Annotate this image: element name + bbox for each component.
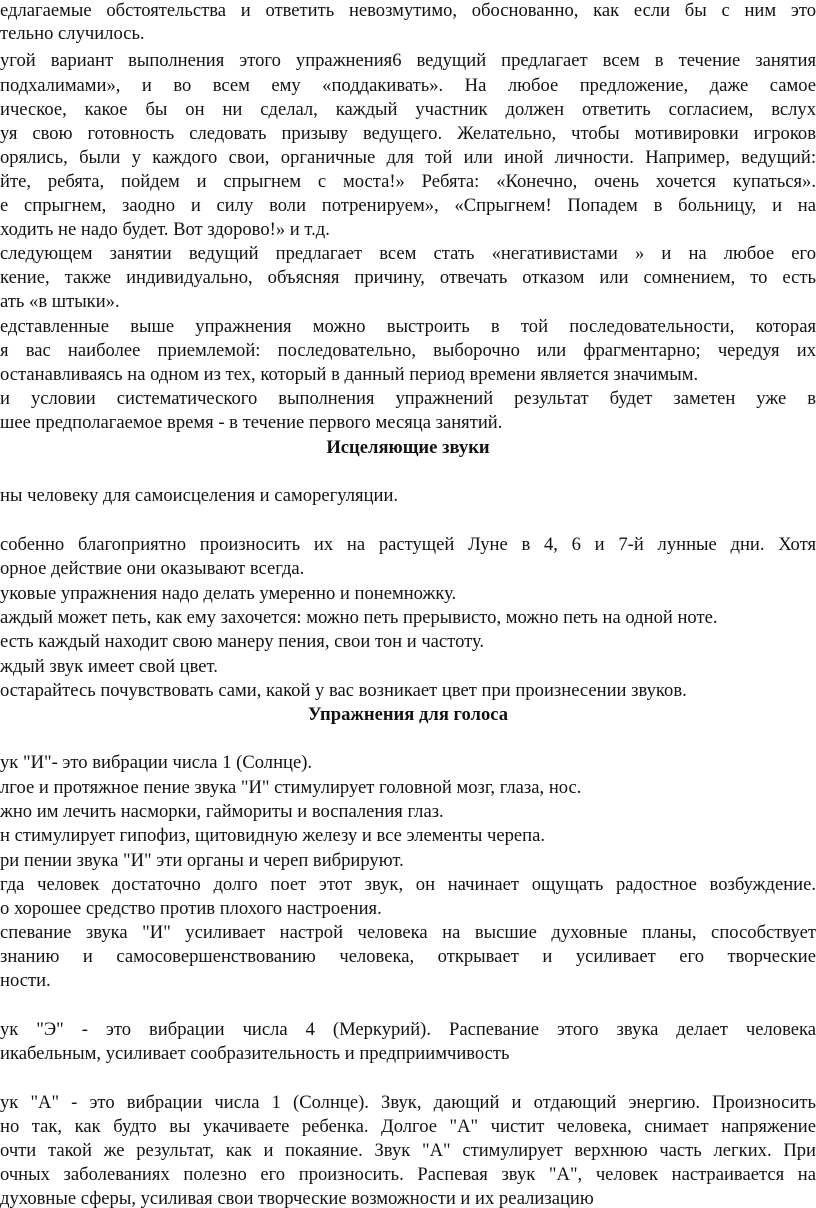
text-line: угой вариант выполнения этого упражнения6 ведущий предлагает всем в течение занятия: [0, 50, 816, 71]
text-line: е спрыгнем, заодно и силу воли потренируем», «Спрыгнем! Попадем в больницу, и на: [0, 195, 816, 216]
text-line: кение, также индивидуально, объясняя причину, отвечать отказом или сомнением, то есть: [0, 267, 816, 288]
text-line: ности.: [0, 970, 51, 991]
text-line: йте, ребята, пойдем и спрыгнем с моста!» Ребята: «Конечно, очень хочется купаться».: [0, 171, 816, 192]
text-line: знанию и самосовершенствованию человека, открывает и усиливает его творческие: [0, 946, 816, 967]
text-line: остарайтесь почувствовать сами, какой у вас возникает цвет при произнесении звуков.: [0, 680, 687, 701]
text-line: лгое и протяжное пение звука "И" стимулирует головной мозг, глаза, нос.: [0, 777, 582, 798]
text-line: аждый может петь, как ему захочется: можно петь прерывисто, можно петь на одной ноте.: [0, 607, 718, 628]
text-line: очти такой же результат, как и покаяние. Звук "А" стимулирует верхнюю часть легких. При: [0, 1140, 816, 1161]
text-line: и условии систематического выполнения упражнений результат будет заметен уже в: [0, 388, 816, 409]
section-heading: Исцеляющие звуки: [326, 437, 490, 458]
text-line: жно им лечить насморки, гаймориты и воспаления глаз.: [0, 801, 444, 822]
section-heading: Упражнения для голоса: [307, 704, 509, 725]
text-line: гда человек достаточно долго поет этот звук, он начинает ощущать радостное возбуждение.: [0, 874, 816, 895]
text-line: н стимулирует гипофиз, щитовидную железу и все элементы черепа.: [0, 825, 546, 846]
text-line: ри пении звука "И" эти органы и череп вибрируют.: [0, 850, 404, 871]
text-line: следующем занятии ведущий предлагает всем стать «негативистами » и на любое его: [0, 243, 816, 264]
text-line: о хорошее средство против плохого настроения.: [0, 898, 382, 919]
text-line: подхалимами», и во всем ему «поддакивать». На любое предложение, даже самое: [0, 75, 816, 96]
text-line: собенно благоприятно произносить их на растущей Луне в 4, 6 и 7-й лунные дни. Хотя: [0, 534, 816, 555]
text-line: ать «в штыки».: [0, 291, 120, 312]
text-line: ходить не надо будет. Вот здорово!» и т.д.: [0, 219, 330, 240]
text-line: духовные сферы, усиливая свои творческие возможности и их реализацию: [0, 1188, 594, 1208]
text-line: уковые упражнения надо делать умеренно и понемножку.: [0, 583, 457, 604]
text-line: едлагаемые обстоятельства и ответить невозмутимо, обоснованно, как если бы с ним это: [0, 0, 816, 21]
text-line: едставленные выше упражнения можно выстроить в той последовательности, которая: [0, 316, 816, 337]
text-line: останавливаясь на одном из тех, который в данный период времени является значимым.: [0, 364, 699, 385]
text-line: уя свою готовность следовать призыву ведущего. Желательно, чтобы мотивировки игроков: [0, 123, 816, 144]
text-line: но так, как будто вы укачиваете ребенка. Долгое "А" чистит человека, снимает напряжение: [0, 1116, 816, 1137]
text-line: очных заболеваниях полезно его произносить. Распевая звук "А", человек настраивается на: [0, 1164, 816, 1185]
text-line: икабельным, усиливает сообразительность и предприимчивость: [0, 1043, 510, 1064]
text-line: я вас наиболее приемлемой: последовательно, выборочно или фрагментарно; чередуя их: [0, 340, 816, 361]
text-line: орное действие они оказывают всегда.: [0, 558, 305, 579]
text-line: ическое, какое бы он ни сделал, каждый участник должен ответить согласием, вслух: [0, 99, 816, 120]
text-line: тельно случилось.: [0, 23, 145, 44]
text-line: ук "И"- это вибрации числа 1 (Солнце).: [0, 752, 313, 773]
text-line: спевание звука "И" усиливает настрой человека на высшие духовные планы, способствует: [0, 922, 816, 943]
text-line: ждый звук имеет свой цвет.: [0, 656, 218, 677]
text-line: орялись, были у каждого свои, органичные для той или иной личности. Например, ведущий:: [0, 147, 816, 168]
text-line: ны человеку для самоисцеления и саморегуляции.: [0, 485, 399, 506]
text-line: ук "Э" - это вибрации числа 4 (Меркурий). Распевание этого звука делает человека: [0, 1019, 816, 1040]
text-line: шее предполагаемое время - в течение первого месяца занятий.: [0, 412, 503, 433]
text-line: есть каждый находит свою манеру пения, свои тон и частоту.: [0, 631, 485, 652]
text-line: ук "А" - это вибрации числа 1 (Солнце). Звук, дающий и отдающий энергию. Произносить: [0, 1092, 816, 1113]
